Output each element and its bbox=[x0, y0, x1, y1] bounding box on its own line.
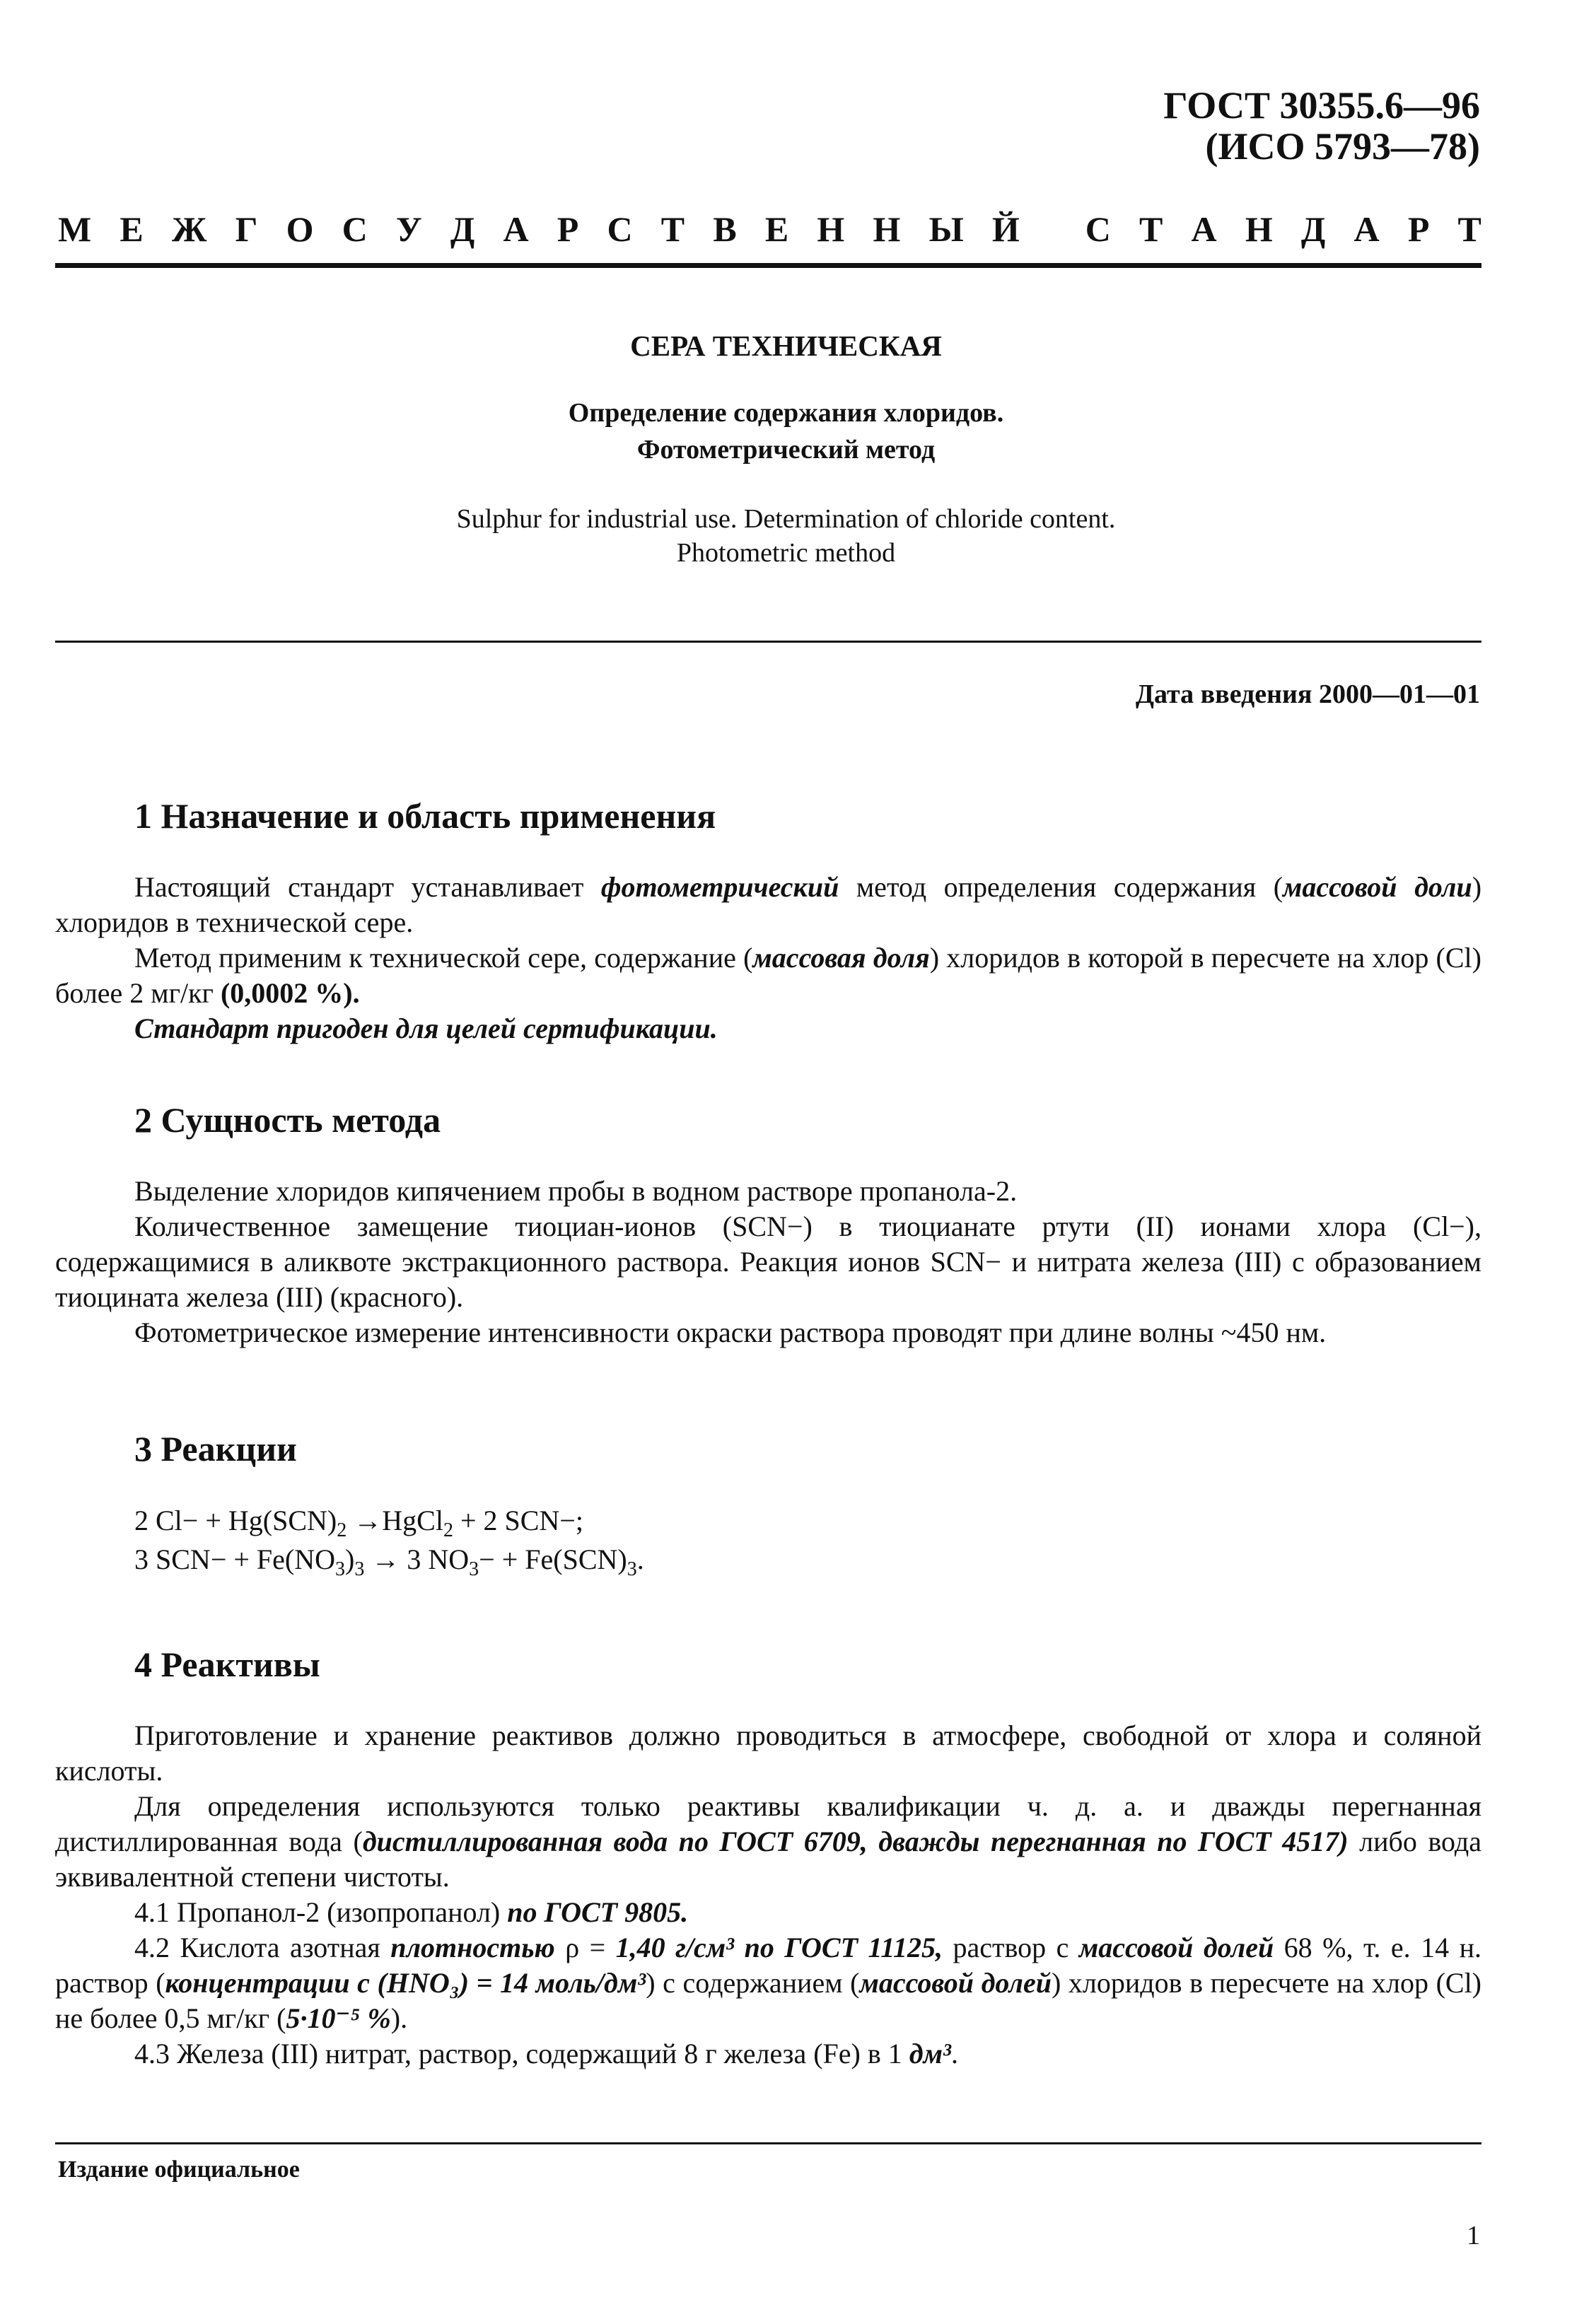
english-title bbox=[0, 502, 1572, 570]
banner-letter: Н bbox=[1245, 209, 1273, 249]
banner-letter: Е bbox=[120, 209, 144, 249]
banner-letter: В bbox=[713, 209, 737, 249]
document-subtitle bbox=[0, 395, 1572, 468]
paragraph: Настоящий стандарт устанавливает фотометрический метод определения содержания (массовой доли) хлоридов в технической сере. bbox=[55, 871, 1482, 938]
banner-letter: Т bbox=[1139, 209, 1163, 249]
banner-letter: Д bbox=[450, 209, 475, 249]
clause-4-2: 4.2 Кислота азотная плотностью ρ = 1,40 г/см³ по ГОСТ 11125, раствор с массовой долей 68 %, т. е. 14 н. раствор (концентрации с (HNO₃) = 14 моль/дм³) с содержанием (массовой долей) хлоридов в пересчете на хлор (Cl) не более 0,5 мг/кг (5·10⁻⁵ %). bbox=[55, 1932, 1482, 2034]
banner-gap bbox=[1048, 209, 1057, 250]
paragraph: Выделение хлоридов кипячением пробы в водном растворе пропанола-2. bbox=[134, 1175, 1018, 1207]
banner-letter: С bbox=[342, 209, 368, 249]
banner-letter: Е bbox=[764, 209, 789, 249]
clause-4-1: 4.1 Пропанол-2 (изопропанол) по ГОСТ 9805. bbox=[134, 1896, 689, 1928]
banner-letter: С bbox=[1085, 209, 1111, 249]
clause-4-3: 4.3 Железа (III) нитрат, раствор, содержащий 8 г железа (Fe) в 1 дм³. bbox=[134, 2038, 959, 2069]
paragraph: Фотометрическое измерение интенсивности окраски раствора проводят при длине волны ~450 нм. bbox=[134, 1316, 1327, 1348]
document-title: СЕРА ТЕХНИЧЕСКАЯ bbox=[630, 329, 942, 362]
section-heading: 3 Реакции bbox=[134, 1429, 297, 1468]
paragraph: Для определения используются только реактивы квалификации ч. д. а. и дважды перегнанная дистиллированная вода (дистиллированная вода по ГОСТ 6709, дважды перегнанная по ГОСТ 4517) либо вода эквивалентной степени чистоты. bbox=[55, 1790, 1481, 1893]
banner-letter: Ж bbox=[171, 209, 207, 249]
banner-letter: А bbox=[1353, 209, 1380, 249]
header-divider bbox=[55, 263, 1481, 268]
title-divider bbox=[55, 641, 1481, 643]
subtitle-line: Фотометрический метод bbox=[636, 435, 936, 465]
banner-letter: Н bbox=[817, 209, 845, 249]
banner-letter: Д bbox=[1300, 209, 1326, 249]
banner-letter: С bbox=[607, 209, 633, 249]
banner-letter: Т bbox=[660, 209, 685, 249]
section-1-body bbox=[55, 870, 1481, 1046]
paragraph: Приготовление и хранение реактивов должно проводиться в атмосфере, свободной от хлора и соляной кислоты. bbox=[55, 1719, 1481, 1787]
banner-letter: У bbox=[395, 209, 422, 249]
footer-divider bbox=[55, 2142, 1481, 2144]
banner-letter: Н bbox=[873, 209, 901, 249]
banner-letter: Ы bbox=[928, 209, 964, 249]
banner-letter: Р bbox=[1407, 209, 1430, 249]
banner-letter: А bbox=[1191, 209, 1217, 249]
section-2-body bbox=[55, 1174, 1481, 1350]
reaction-equation: 3 $SCN- + Fe(NO_3)_3 \to 3$ $NO_3- + Fe(SCN)_3$. bbox=[134, 1543, 644, 1580]
paragraph: Метод применим к технической сере, содержание (массовая доля) хлоридов в которой в пересчете на хлор (Cl) более 2 мг/кг (0,0002 %). bbox=[55, 942, 1481, 1009]
banner-letter: О bbox=[286, 209, 314, 249]
banner-letter: А bbox=[503, 209, 529, 249]
english-title-line: Photometric method bbox=[676, 538, 896, 568]
english-title-line: Sulphur for industrial use. Determination of chloride content. bbox=[456, 504, 1116, 534]
gost-number: ГОСТ 30355.6—96 bbox=[1163, 84, 1480, 127]
section-4-body bbox=[55, 1718, 1481, 2072]
reaction-equation: 2 $Cl- + Hg(SCN)_2$ →HgCl$_2$ + 2 SCN−; bbox=[134, 1505, 583, 1541]
document-number-block bbox=[1163, 85, 1480, 167]
page-number: 1 bbox=[1467, 2221, 1480, 2250]
paragraph: Стандарт пригоден для целей сертификации. bbox=[134, 1012, 718, 1044]
subtitle-line: Определение содержания хлоридов. bbox=[568, 398, 1004, 428]
paragraph: Количественное замещение тиоциан-ионов (SCN−) в тиоцианате ртути (II) ионами хлора (Cl−), содержащимися в аликвоте экстракционного раствора. Реакция ионов SCN− и нитрата железа (III) с образованием тиоцината железа (III) (красного). bbox=[55, 1210, 1481, 1313]
banner-letter: М bbox=[58, 209, 92, 249]
banner-letter: Й bbox=[991, 209, 1020, 249]
interstate-standard-banner bbox=[58, 209, 1481, 250]
section-heading: 4 Реактивы bbox=[134, 1645, 320, 1684]
introduction-date: Дата введения 2000—01—01 bbox=[1135, 679, 1480, 709]
banner-letter: Р bbox=[557, 209, 579, 249]
banner-letter: Г bbox=[235, 209, 258, 249]
iso-number: (ИСО 5793—78) bbox=[1205, 125, 1480, 168]
banner-letter: Т bbox=[1457, 209, 1481, 249]
section-heading: 1 Назначение и область применения bbox=[134, 796, 716, 836]
edition-label: Издание официальное bbox=[58, 2156, 300, 2183]
section-heading: 2 Сущность метода bbox=[134, 1100, 441, 1140]
